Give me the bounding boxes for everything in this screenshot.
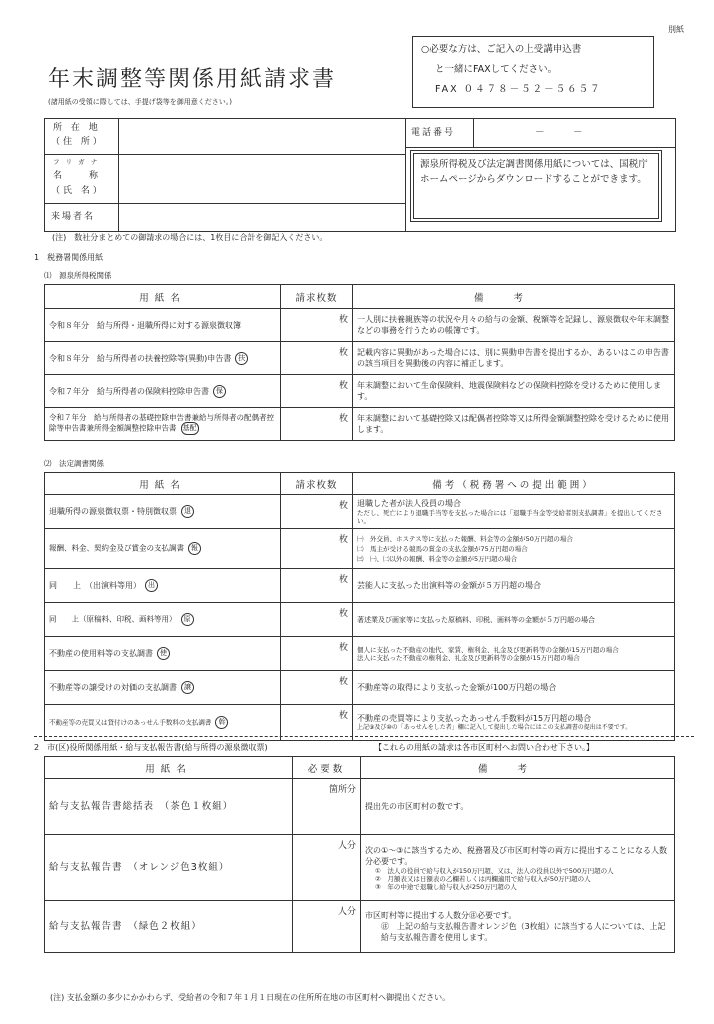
form-name: 令和７年分 給与所得者の基礎控除申告書兼給与所得者の配偶者控除等申告書兼所得金額調整控除申告書 <box>49 412 274 433</box>
download-notice <box>413 153 659 219</box>
fax-notice-line1: ○必要な方は、ご記入の上受講申込書 <box>421 44 582 55</box>
col-form-name: 用紙名 <box>45 757 293 779</box>
remarks-text: 芸能人に支払った出演料等の金額が５万円超の場合 <box>357 581 541 590</box>
remarks-item: ㈠ 外交員、ホステス等に支払った報酬、料金等の金額が50万円超の場合 <box>357 534 573 543</box>
remarks-text: 年末調整において生命保険料、地震保険料などの保険料控除を受けるために使用します。 <box>357 381 661 401</box>
address-sublabel: （住 所） <box>51 137 105 147</box>
form-name: 令和７年分 給与所得者の保険料控除申告書 <box>49 386 209 396</box>
form-mark-badge: 使 <box>157 647 170 660</box>
form-name: 同 上 （出演料等用） <box>49 581 141 590</box>
municipal-forms-table <box>44 756 675 953</box>
count-input[interactable]: 枚 <box>281 408 353 441</box>
withholding-forms-table <box>44 284 675 441</box>
count-input[interactable]: 枚 <box>281 495 353 529</box>
remarks-item: ① 法人の役員で給与収入が150万円超、又は、法人の役員以外で500万円超の人 <box>375 866 614 875</box>
form-name: 給与支払報告書総括表 （茶色１枚組） <box>49 801 234 812</box>
count-input[interactable]: 人分 <box>293 901 361 953</box>
form-name: 給与支払報告書 （オレンジ色3枚組） <box>49 862 230 873</box>
remarks-text: 次の①～③に該当するため、税務署及び市区町村等の両方に提出することになる人数分必要です。 <box>365 845 668 866</box>
col-remarks: 備考 <box>353 285 675 309</box>
remarks-text: 退職した者が法人役員の場合 <box>357 499 461 508</box>
table-row <box>45 342 675 375</box>
remarks-note: 上記⑨及び⑩の「あっせんをした者」欄に記入して提出した場合にはこの支払調書の提出は不要です。 <box>357 724 632 731</box>
count-input[interactable]: 枚 <box>281 603 353 637</box>
remarks-item: ㈡ 馬主が受ける競馬の賞金の支払金額が75万円超の場合 <box>357 544 528 553</box>
count-input[interactable]: 人分 <box>293 835 361 901</box>
form-name: 退職所得の源泉徴収票・特別徴収票 <box>49 507 177 516</box>
table-row <box>45 495 675 529</box>
col-form-name: 用紙名 <box>45 285 281 309</box>
phone-label: 電話番号 <box>411 128 456 138</box>
col-remarks: 備考（税務署への提出範囲） <box>353 473 675 495</box>
table-row <box>45 375 675 408</box>
remarks-item: ③ 年の中途で退職し給与収入が250万円超の人 <box>375 882 517 891</box>
col-request-count: 請求枚数 <box>281 285 353 309</box>
col-request-count: 請求枚数 <box>281 473 353 495</box>
remarks-text: 市区町村等に提出する人数分㊟必要です。 <box>365 911 517 920</box>
page-subtitle: (諸用紙の受領に際しては、手提げ袋等を御用意ください。) <box>48 98 232 106</box>
remarks-text: 不動産等の取得により支払った金額が100万円超の場合 <box>357 683 557 692</box>
form-mark-badge: 原 <box>181 613 194 626</box>
download-notice-text: 源泉所得税及び法定調書関係用紙については、国税庁ホームページからダウンロードすることができます。 <box>420 159 648 185</box>
count-input[interactable]: 枚 <box>281 529 353 569</box>
phone-input[interactable]: － － <box>535 127 583 138</box>
count-input[interactable]: 枚 <box>281 671 353 705</box>
table-row <box>45 309 675 342</box>
table-row <box>45 529 675 569</box>
table-row <box>45 603 675 637</box>
visitor-label: 来場者名 <box>51 212 96 222</box>
form-name: 令和８年分 給与所得者の扶養控除等(異動)申告書 <box>49 353 232 363</box>
remarks-note: ただし、死亡により退職手当等を支払った場合には「退職手当金等受給者別支払調書」を提出してください。 <box>357 509 663 525</box>
remarks-note: ㊟ 上記の給与支払報告書オレンジ色（3枚組）に該当する人については、上記給与支払報告書を使用します。 <box>381 922 666 942</box>
form-name: 報酬、料金、契約金及び賞金の支払調書 <box>49 543 184 553</box>
form-mark-badge: 出 <box>145 579 158 592</box>
form-name: 給与支払報告書 （緑色２枚組） <box>49 921 202 932</box>
fax-number: FAX ０４７８－５２－５６５７ <box>435 84 602 95</box>
count-input[interactable]: 箇所分 <box>293 779 361 835</box>
col-remarks: 備考 <box>361 757 675 779</box>
subsection2-heading: ⑵ 法定調書関係 <box>44 459 104 468</box>
form-name: 令和８年分 給与所得・退職所得に対する源泉徴収簿 <box>49 320 241 330</box>
address-label: 所 在 地 <box>53 123 101 133</box>
name-sublabel: （氏 名） <box>51 186 105 196</box>
remarks-text: 不動産の売買等により支払ったあっせん手数料が15万円超の場合 <box>357 714 592 723</box>
count-input[interactable]: 枚 <box>281 637 353 671</box>
form-name: 不動産等の譲受けの対価の支払調書 <box>49 683 177 692</box>
count-input[interactable]: 枚 <box>281 342 353 375</box>
footer-note: (注) 支払金額の多少にかかわらず、受給者の令和７年１月１日現在の住所所在地の市区町村へ御提出ください。 <box>50 993 451 1002</box>
table-row <box>45 901 675 953</box>
section2-inquiry-note: 【これらの用紙の請求は各市区町村へお問い合わせ下さい。】 <box>374 743 594 752</box>
remarks-item: 個人に支払った不動産の地代、家賃、権利金、礼金及び更新料等の金額が15万円超の場合 <box>357 645 619 654</box>
count-input[interactable]: 枚 <box>281 375 353 408</box>
remarks-item: ② 月額表又は日額表の乙欄若しくは丙欄適用で給与収入が50万円超の人 <box>375 874 591 883</box>
page-title: 年末調整等関係用紙請求書 <box>48 67 337 92</box>
subsection1-heading: ⑴ 源泉所得税関係 <box>44 271 112 280</box>
remarks-item: 法人に支払った不動産の権利金、礼金及び更新料等の金額が15万円超の場合 <box>357 653 580 662</box>
count-input[interactable]: 枚 <box>281 309 353 342</box>
address-input[interactable] <box>123 123 399 151</box>
fax-notice-line2: と一緒にFAXしてください。 <box>435 64 558 75</box>
form-mark-badge: 扶 <box>235 352 248 365</box>
remarks-text: 提出先の市区町村の数です。 <box>365 802 469 811</box>
note-multiple: (注) 数社分まとめての御請求の場合には、1枚目に合計を御記入ください。 <box>52 233 328 242</box>
count-input[interactable]: 枚 <box>281 569 353 603</box>
form-name: 同 上（原稿料、印税、画料等用） <box>49 614 177 624</box>
form-mark-badge: 斡 <box>215 716 228 729</box>
remarks-text: 記載内容に異動があった場合には、別に異動申告書を提出するか、あるいはこの申告書の該当項目を異動後の内容に補正します。 <box>357 348 669 368</box>
remarks-text: 年末調整において基礎控除又は配偶者控除等又は所得金額調整控除を受けるために使用します。 <box>357 414 669 434</box>
table-row <box>45 637 675 671</box>
applicant-form <box>44 118 676 232</box>
remarks-text: 一人別に扶養親族等の状況や月々の給与の金額、税額等を記録し、源泉徴収や年末調整などの事務を行うための帳簿です。 <box>357 315 669 335</box>
table-row <box>45 779 675 835</box>
name-input[interactable] <box>123 157 399 201</box>
table-row <box>45 408 675 441</box>
form-name: 不動産等の売買又は貸付けのあっせん手数料の支払調書 <box>49 718 212 727</box>
visitor-input[interactable] <box>123 206 399 228</box>
col-required-count: 必要数 <box>293 757 361 779</box>
section1-heading: 1 税務署関係用紙 <box>34 253 104 262</box>
table-row <box>45 835 675 901</box>
cut-line <box>34 736 694 737</box>
table-row <box>45 569 675 603</box>
form-mark-badge: 報 <box>188 542 201 555</box>
statutory-forms-table <box>44 472 675 741</box>
table-row <box>45 671 675 705</box>
fax-notice-box <box>412 36 654 108</box>
annex-label: 別紙 <box>668 25 684 34</box>
furigana-label: フ リ ガ ナ <box>53 158 100 166</box>
remarks-text: 著述業及び画家等に支払った原稿料、印税、画料等の金額が５万円超の場合 <box>357 615 595 624</box>
col-form-name: 用紙名 <box>45 473 281 495</box>
form-mark-badge: 譲 <box>181 681 194 694</box>
form-mark-badge: 基配 <box>181 422 199 435</box>
form-mark-badge: 退 <box>181 505 194 518</box>
form-name: 不動産の使用料等の支払調書 <box>49 649 153 658</box>
form-mark-badge: 保 <box>213 385 226 398</box>
name-label: 名 称 <box>53 171 102 181</box>
remarks-item: ㈢ ㈠、㈡以外の報酬、料金等の金額が5万円超の場合 <box>357 554 518 563</box>
section2-heading: 2 市(区)役所関係用紙・給与支払報告書(給与所得の源泉徴収票) <box>34 743 268 752</box>
count-input[interactable]: 枚 <box>281 705 353 741</box>
